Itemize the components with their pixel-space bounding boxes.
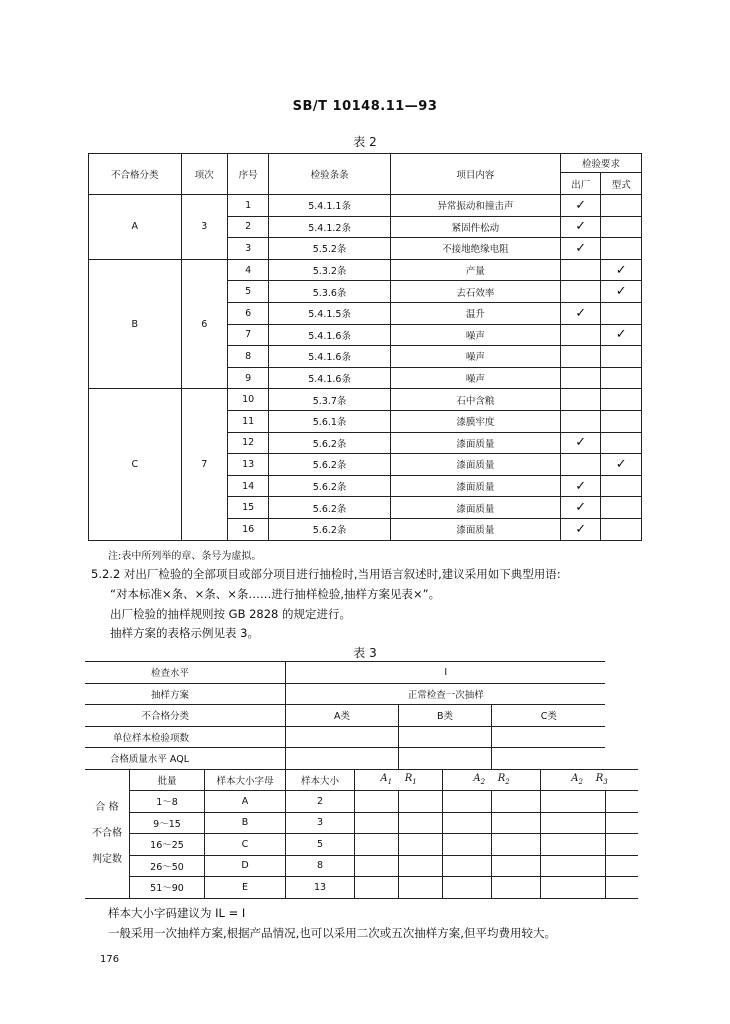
ar-cell	[399, 855, 443, 877]
row-subheaders	[85, 769, 638, 791]
row-factory-check	[560, 454, 600, 476]
table2-note: 注:表中所列举的章、条号为虚拟。	[108, 551, 262, 562]
ar-cell	[355, 812, 399, 834]
row-type-check	[601, 497, 642, 519]
row-content: 噪声	[390, 367, 560, 389]
ar-cell	[605, 855, 638, 877]
inspection-items-table	[88, 153, 642, 541]
ar-r-sub: 1	[412, 778, 417, 787]
footer-code-suggestion: 样本大小字码建议为 IL = Ⅰ	[108, 906, 246, 920]
cell-aql-a	[286, 748, 399, 770]
row-type-check: ✓	[601, 259, 642, 281]
row-seq: 1	[227, 195, 268, 217]
ar-cell	[355, 834, 399, 856]
ar-cell	[541, 791, 606, 813]
subheader-size: 样本大小	[286, 769, 355, 791]
header-content: 项目内容	[390, 154, 560, 195]
row-factory-check: ✓	[560, 302, 600, 324]
ar-cell	[492, 834, 541, 856]
ar-cell	[605, 812, 638, 834]
value-class-a: A类	[286, 705, 399, 727]
row-factory-check	[560, 367, 600, 389]
row-content: 漆面质量	[390, 475, 560, 497]
ar-cell	[399, 791, 443, 813]
table3-batch-row	[85, 791, 638, 813]
row-clause: 5.4.1.1条	[269, 195, 390, 217]
row-type-check	[601, 346, 642, 368]
ar-a-label: A	[571, 773, 579, 785]
side-label-judge: 判定数	[92, 853, 122, 865]
row-type-check	[601, 518, 642, 540]
batch-size: 2	[286, 791, 355, 813]
row-content: 噪声	[390, 346, 560, 368]
label-category: 不合格分类	[85, 705, 286, 727]
header-requirement: 检验要求	[560, 154, 641, 173]
row-factory-check	[560, 259, 600, 281]
row-type-check: ✓	[601, 324, 642, 346]
row-inspection-level	[85, 662, 638, 684]
ar-r-label: R	[595, 773, 604, 785]
row-seq: 11	[227, 410, 268, 432]
row-type-check	[601, 432, 642, 454]
row-factory-check: ✓	[560, 216, 600, 238]
batch-batch: 9～15	[130, 812, 205, 834]
ar-cell	[443, 791, 492, 813]
row-clause: 5.4.1.6条	[269, 367, 390, 389]
header-seq: 序号	[227, 154, 268, 195]
row-seq: 9	[227, 367, 268, 389]
table2-header-row	[89, 154, 642, 173]
row-type-check: ✓	[601, 454, 642, 476]
row-seq: 8	[227, 346, 268, 368]
row-content: 漆面质量	[390, 432, 560, 454]
ar-cell	[605, 791, 638, 813]
batch-batch: 51～90	[130, 877, 205, 899]
table3-batch-row	[85, 855, 638, 877]
row-factory-check: ✓	[560, 497, 600, 519]
ar-cell	[443, 812, 492, 834]
ar-cell	[355, 791, 399, 813]
row-factory-check	[560, 324, 600, 346]
value-sampling-scheme: 正常检查一次抽样	[286, 683, 606, 705]
row-seq: 4	[227, 259, 268, 281]
row-content: 紧固件松动	[390, 216, 560, 238]
row-clause: 5.3.7条	[269, 389, 390, 411]
row-seq: 10	[227, 389, 268, 411]
table3-batch-row	[85, 877, 638, 899]
paragraph-table3-reference: 抽样方案的表格示例见表 3。	[110, 626, 259, 640]
row-clause: 5.6.1条	[269, 410, 390, 432]
row-clause: 5.4.1.6条	[269, 324, 390, 346]
ar-cell	[492, 791, 541, 813]
row-seq: 15	[227, 497, 268, 519]
ar-cell	[541, 877, 606, 899]
subheader-code: 样本大小字母	[205, 769, 286, 791]
value-class-b: B类	[399, 705, 492, 727]
row-content: 漆膜牢度	[390, 410, 560, 432]
row-type-check	[601, 238, 642, 260]
row-type-check: ✓	[601, 281, 642, 303]
row-factory-check	[560, 410, 600, 432]
batch-size: 3	[286, 812, 355, 834]
ar-cell	[399, 812, 443, 834]
batch-code: B	[205, 812, 286, 834]
table3-batch-row	[85, 812, 638, 834]
row-clause: 5.4.1.5条	[269, 302, 390, 324]
row-factory-check	[560, 389, 600, 411]
row-clause: 5.4.1.6条	[269, 346, 390, 368]
table3-caption: 表 3	[353, 646, 377, 660]
footer-general-scheme: 一般采用一次抽样方案,根据产品情况,也可以采用二次或五次抽样方案,但平均费用较大。	[108, 926, 556, 940]
row-content: 漆面质量	[390, 518, 560, 540]
label-inspection-level: 检查水平	[85, 662, 286, 684]
row-type-check	[601, 475, 642, 497]
row-seq: 7	[227, 324, 268, 346]
row-factory-check: ✓	[560, 195, 600, 217]
row-factory-check	[560, 281, 600, 303]
sampling-scheme-table-body	[85, 662, 638, 899]
value-class-c: C类	[492, 705, 606, 727]
row-clause: 5.6.2条	[269, 518, 390, 540]
ar-cell	[443, 877, 492, 899]
ar-cell	[605, 877, 638, 899]
row-seq: 12	[227, 432, 268, 454]
batch-batch: 26～50	[130, 855, 205, 877]
ar-header-b	[443, 769, 541, 791]
table2-row	[89, 259, 642, 281]
row-content: 噪声	[390, 324, 560, 346]
batch-size: 5	[286, 834, 355, 856]
row-clause: 5.5.2条	[269, 238, 390, 260]
row-clause: 5.4.1.2条	[269, 216, 390, 238]
ar-cell	[355, 855, 399, 877]
label-unit-items: 单位样本检验项数	[85, 726, 286, 748]
table3-batch-row	[85, 834, 638, 856]
row-seq: 3	[227, 238, 268, 260]
row-clause: 5.6.2条	[269, 454, 390, 476]
ar-cell	[443, 834, 492, 856]
row-seq: 16	[227, 518, 268, 540]
value-inspection-level: I	[286, 662, 606, 684]
label-sampling-scheme: 抽样方案	[85, 683, 286, 705]
group-category: A	[89, 195, 182, 260]
row-clause: 5.6.2条	[269, 475, 390, 497]
row-content: 温升	[390, 302, 560, 324]
ar-cell	[399, 877, 443, 899]
group-count: 6	[181, 259, 227, 389]
ar-cell	[492, 877, 541, 899]
batch-batch: 16～25	[130, 834, 205, 856]
ar-cell	[399, 834, 443, 856]
row-type-check	[601, 367, 642, 389]
row-content: 去石效率	[390, 281, 560, 303]
batch-code: D	[205, 855, 286, 877]
row-factory-check: ✓	[560, 475, 600, 497]
batch-size: 8	[286, 855, 355, 877]
cell-unit-items-b	[399, 726, 492, 748]
row-seq: 2	[227, 216, 268, 238]
paragraph-sampling-rule: 出厂检验的抽样规则按 GB 2828 的规定进行。	[110, 607, 352, 621]
cell-unit-items-a	[286, 726, 399, 748]
cell-aql-b	[399, 748, 492, 770]
row-type-check	[601, 389, 642, 411]
row-seq: 5	[227, 281, 268, 303]
side-label-fail: 不合格	[92, 827, 122, 839]
paragraph-typical-phrase: “对本标准×条、×条、×条……进行抽样检验,抽样方案见表×”。	[110, 587, 441, 601]
ar-cell	[443, 855, 492, 877]
row-factory-check: ✓	[560, 238, 600, 260]
inspection-items-table-body	[89, 154, 642, 541]
batch-code: A	[205, 791, 286, 813]
cell-aql-c	[492, 748, 606, 770]
ar-a-label: A	[473, 773, 481, 785]
header-factory: 出厂	[560, 173, 600, 195]
group-count: 7	[181, 389, 227, 540]
ar-header-a	[355, 769, 443, 791]
side-label-pass: 合 格	[95, 801, 119, 813]
batch-code: C	[205, 834, 286, 856]
subheader-batch: 批量	[130, 769, 205, 791]
ar-r-label: R	[404, 773, 413, 785]
label-aql: 合格质量水平 AQL	[85, 748, 286, 770]
row-factory-check: ✓	[560, 518, 600, 540]
ar-cell	[355, 877, 399, 899]
batch-size: 13	[286, 877, 355, 899]
ar-cell	[492, 855, 541, 877]
ar-a-sub: 2	[578, 778, 583, 787]
row-content: 不接地绝缘电阻	[390, 238, 560, 260]
table2-caption: 表 2	[353, 135, 377, 149]
batch-batch: 1～8	[130, 791, 205, 813]
row-content: 异常振动和撞击声	[390, 195, 560, 217]
ar-a-sub: 2	[480, 778, 486, 787]
ar-cell	[541, 855, 606, 877]
header-clause: 检验条条	[269, 154, 390, 195]
row-factory-check: ✓	[560, 432, 600, 454]
sampling-scheme-table	[85, 661, 638, 899]
header-category: 不合格分类	[89, 154, 182, 195]
row-clause: 5.6.2条	[269, 497, 390, 519]
ar-cell	[541, 834, 606, 856]
group-count: 3	[181, 195, 227, 260]
ar-cell	[605, 834, 638, 856]
row-clause: 5.6.2条	[269, 432, 390, 454]
row-category	[85, 705, 638, 727]
header-count: 项次	[181, 154, 227, 195]
row-type-check	[601, 302, 642, 324]
row-content: 漆面质量	[390, 454, 560, 476]
row-seq: 6	[227, 302, 268, 324]
side-label-block	[85, 769, 130, 898]
row-clause: 5.3.6条	[269, 281, 390, 303]
row-type-check	[601, 216, 642, 238]
row-sampling-scheme	[85, 683, 638, 705]
ar-a-sub: 1	[387, 778, 393, 787]
table2-row	[89, 389, 642, 411]
header-type: 型式	[601, 173, 642, 195]
ar-r-label: R	[497, 773, 506, 785]
row-type-check	[601, 410, 642, 432]
row-factory-check	[560, 346, 600, 368]
ar-a-label: A	[380, 773, 388, 785]
standard-number-header: SB/T 10148.11—93	[292, 99, 438, 114]
ar-cell	[492, 812, 541, 834]
row-content: 产量	[390, 259, 560, 281]
row-seq: 13	[227, 454, 268, 476]
row-seq: 14	[227, 475, 268, 497]
row-content: 漆面质量	[390, 497, 560, 519]
row-content: 石中含粮	[390, 389, 560, 411]
ar-cell	[541, 812, 606, 834]
row-unit-items	[85, 726, 638, 748]
ar-r-sub: 3	[603, 778, 608, 787]
row-type-check	[601, 195, 642, 217]
cell-unit-items-c	[492, 726, 606, 748]
table2-row	[89, 195, 642, 217]
row-clause: 5.3.2条	[269, 259, 390, 281]
row-aql	[85, 748, 638, 770]
group-category: B	[89, 259, 182, 389]
ar-r-sub: 2	[505, 778, 510, 787]
ar-header-c	[541, 769, 638, 791]
batch-code: E	[205, 877, 286, 899]
page-number: 176	[100, 954, 120, 965]
paragraph-5-2-2: 5.2.2 对出厂检验的全部项目或部分项目进行抽检时,当用语言叙述时,建议采用如下典型用语:	[91, 567, 561, 581]
group-category: C	[89, 389, 182, 540]
